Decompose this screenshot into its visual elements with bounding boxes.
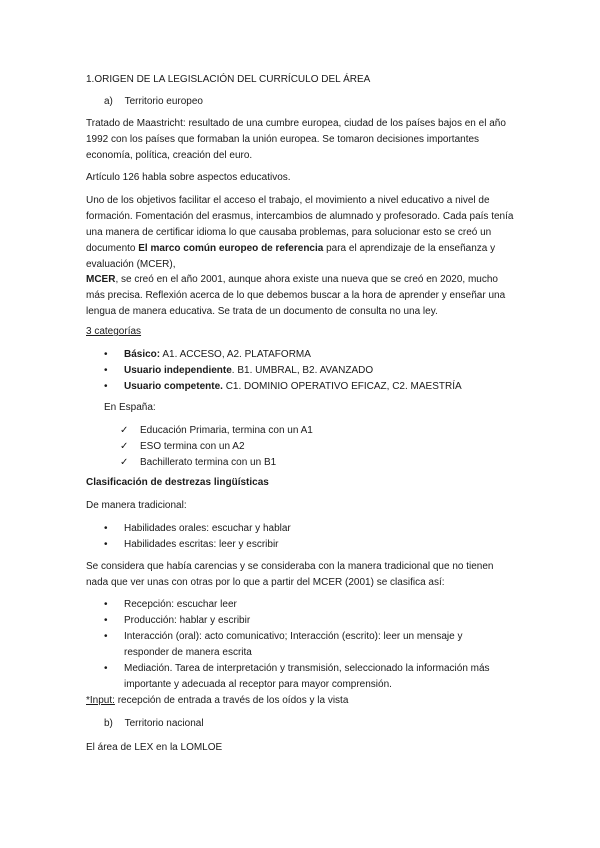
list-item: • Habilidades orales: escuchar y hablar — [104, 521, 524, 537]
list-item: ✓ Educación Primaria, termina con un A1 — [120, 423, 520, 439]
espana-list — [120, 423, 520, 471]
objetivos-text-end: para el aprendizaje de la enseñanza y evaluación (MCER), — [86, 243, 496, 270]
list-item: • Básico: A1. ACCESO, A2. PLATAFORMA — [104, 347, 524, 363]
section-b-title: Territorio nacional — [124, 718, 204, 729]
section-b-label: b) — [104, 718, 113, 729]
list-item: ✓ Bachillerato termina con un B1 — [120, 455, 520, 471]
bullet-icon: • — [104, 539, 108, 550]
main-heading: 1.ORIGEN DE LA LEGISLACIÓN DEL CURRÍCULO DEL ÁREA — [86, 74, 371, 85]
objetivos-text: Uno de los objetivos facilitar el acceso el trabajo, el movimiento a nivel educativo a nivel de formación. Fomentación del erasmus, intercambios de alumnado y profesorado. Cada país tenía una manera de certificar idioma lo que causaba problemas, para solucionar esto se creó un documento — [86, 195, 514, 254]
bullet-icon: • — [104, 523, 108, 534]
bullet-icon: • — [104, 365, 108, 376]
tradicional-label: De manera tradicional: — [86, 500, 187, 511]
bullet-icon: • — [104, 349, 108, 360]
paragraph-mcer — [86, 272, 516, 320]
input-note — [86, 693, 516, 709]
check-icon: ✓ — [120, 425, 129, 436]
input-label: *Input: — [86, 695, 115, 706]
mcer-list — [104, 597, 504, 693]
section-a-label: a) — [104, 96, 113, 107]
espana-label: En España: — [104, 402, 156, 413]
paragraph-objetivos — [86, 193, 516, 273]
paragraph-maastricht: Tratado de Maastricht: resultado de una cumbre europea, ciudad de los países bajos en el año 1992 con los países que formaban la unión europea. Se tomaron decisiones importantes economía, política, creación del euro. — [86, 118, 506, 161]
mcer-bold: MCER — [86, 274, 116, 285]
list-item: ✓ ESO termina con un A2 — [120, 439, 520, 455]
last-line: El área de LEX en la LOMLOE — [86, 742, 223, 753]
list-item: • Mediación. Tarea de interpretación y transmisión, seleccionado la información más importante y adecuada al receptor para mayor comprensión. — [104, 663, 490, 690]
check-icon: ✓ — [120, 441, 129, 452]
mcer-text: , se creó en el año 2001, aunque ahora existe una nueva que se creó en 2020, mucho más precisa. Reflexión acerca de lo que debemos buscar a la hora de aprender y enseñar una lengua de manera educativa. Se trata de un documento de consulta no una ley. — [86, 274, 506, 317]
list-item: • Interacción (oral): acto comunicativo; Interacción (escrito): leer un mensaje y responder de manera escrita — [104, 631, 463, 658]
marco-comun-bold: El marco común europeo de referencia — [138, 243, 324, 254]
bullet-icon: • — [104, 381, 108, 392]
bullet-icon: • — [104, 663, 108, 674]
list-item: • Usuario independiente. B1. UMBRAL, B2. AVANZADO — [104, 363, 524, 379]
section-a — [104, 94, 534, 110]
clasificacion-title: Clasificación de destrezas lingüísticas — [86, 477, 269, 488]
section-b — [104, 716, 534, 732]
tradicional-list — [104, 521, 524, 553]
list-item: • Usuario competente. C1. DOMINIO OPERATIVO EFICAZ, C2. MAESTRÍA — [104, 379, 524, 395]
list-item: • Producción: hablar y escribir — [104, 613, 504, 629]
check-icon: ✓ — [120, 457, 129, 468]
list-item: • Habilidades escritas: leer y escribir — [104, 537, 524, 553]
paragraph-carencias: Se considera que había carencias y se consideraba con la manera tradicional que no tienen nada que ver unas con otras por lo que a partir del MCER (2001) se clasifica así: — [86, 561, 494, 588]
categorias-title: 3 categorías — [86, 326, 142, 337]
section-a-title: Territorio europeo — [124, 96, 203, 107]
input-text: recepción de entrada a través de los oídos y la vista — [114, 695, 349, 706]
paragraph-articulo: Artículo 126 habla sobre aspectos educativos. — [86, 172, 291, 183]
list-item: • Recepción: escuchar leer — [104, 597, 504, 613]
bullet-icon: • — [104, 615, 108, 626]
bullet-icon: • — [104, 599, 108, 610]
categorias-list — [104, 347, 524, 395]
bullet-icon: • — [104, 631, 108, 642]
